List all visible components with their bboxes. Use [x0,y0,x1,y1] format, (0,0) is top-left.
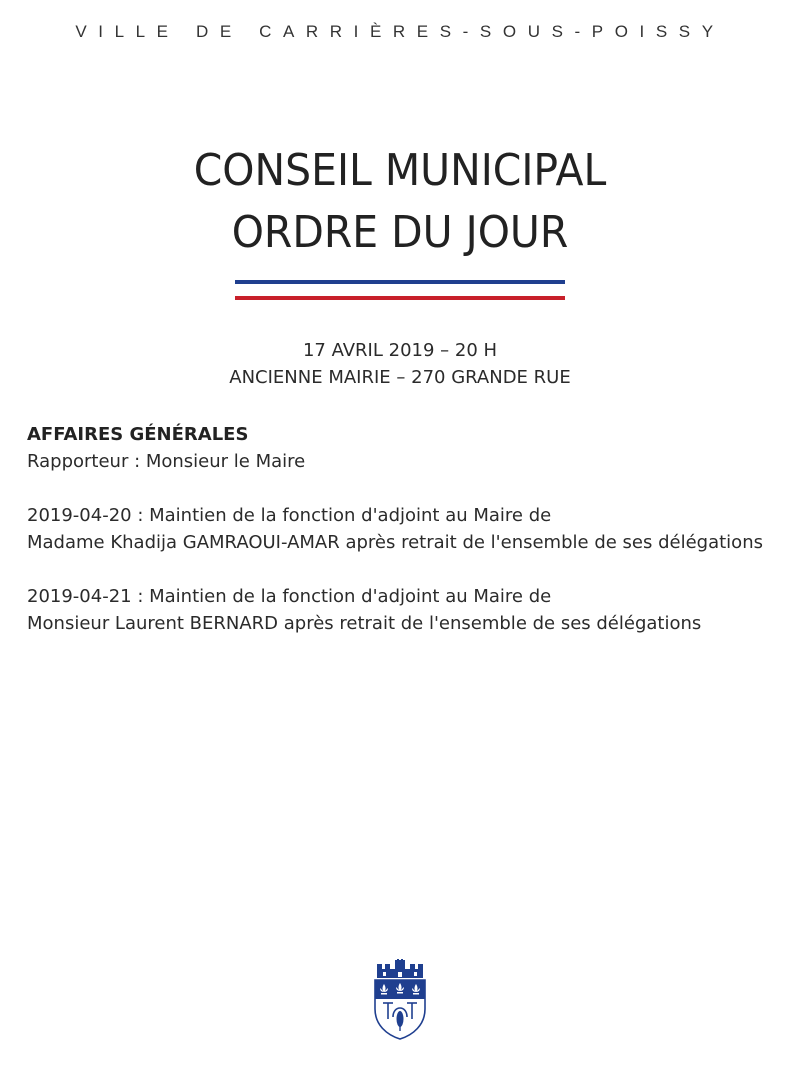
meeting-date-time: 17 AVRIL 2019 – 20 H [302,340,498,361]
section-heading: AFFAIRES GÉNÉRALES [27,424,249,445]
agenda-item-line: 2019-04-21 : Maintien de la fonction d'adjoint au Maire de [27,586,552,607]
red-divider-rule [235,296,565,300]
meeting-location: ANCIENNE MAIRIE – 270 GRANDE RUE [229,367,571,388]
agenda-item-line: Madame Khadija GAMRAOUI-AMAR après retrait de l'ensemble de ses délégations [27,532,763,553]
agenda-item-line: 2019-04-20 : Maintien de la fonction d'adjoint au Maire de [27,505,552,526]
agenda-item [27,502,787,556]
section-rapporteur: Rapporteur : Monsieur le Maire [27,451,306,472]
city-name-header: VILLE DE CARRIÈRES-SOUS-POISSY [75,22,725,41]
document-title [28,140,772,264]
agenda-item-line: Monsieur Laurent BERNARD après retrait de l'ensemble de ses délégations [27,613,702,634]
blue-divider-rule [235,280,565,284]
city-coat-of-arms-icon [371,959,429,1041]
title-line-council: CONSEIL MUNICIPAL [193,145,607,196]
agenda-item [27,583,787,637]
meeting-info [0,337,800,391]
agenda-section [27,421,787,637]
title-line-agenda: ORDRE DU JOUR [231,207,569,258]
